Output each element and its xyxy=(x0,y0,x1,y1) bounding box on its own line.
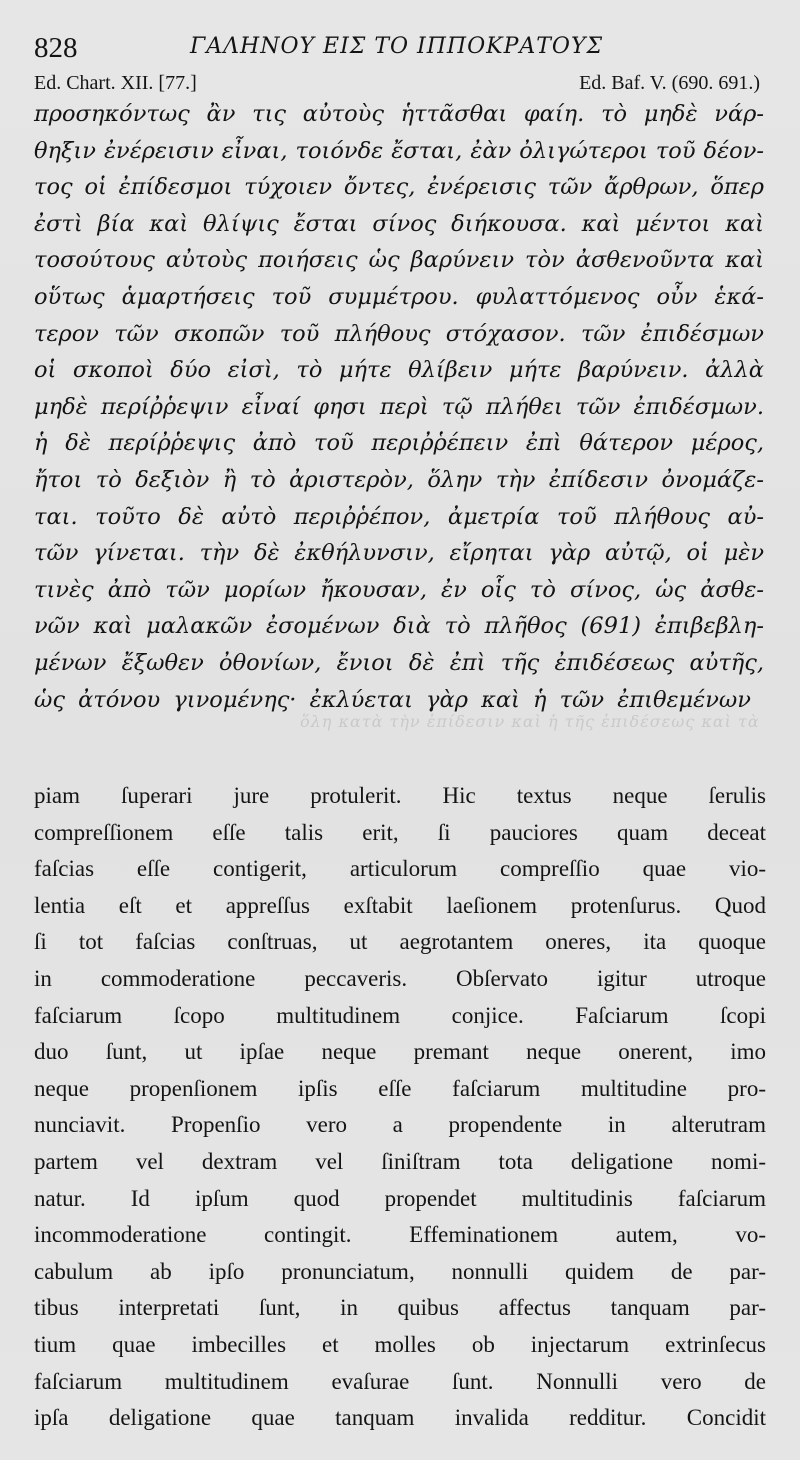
latin-text-line: faſciarum multitudinem evaſurae ſunt. Nonnulli vero de xyxy=(34,1368,766,1394)
greek-text-line: προσηκόντως ἂν τις αὐτοὺς ἡττᾶσθαι φαίη. τὸ μηδὲ νάρ- xyxy=(34,101,764,127)
latin-text-line: ipſa deligatione quae tanquam invalida redditur. Concidit xyxy=(34,1405,766,1431)
greek-text-line: ἡ δὲ περίῤῥεψις ἀπὸ τοῦ περιῤῥέπειν ἐπὶ θάτερον μέρος, xyxy=(34,430,764,457)
latin-text-line: duo ſunt, ut ipſae neque premant neque onerent, imo xyxy=(34,1039,766,1065)
greek-text-line: θηξιν ἐνέρεισιν εἶναι, τοιόνδε ἔσται, ἐὰν ὀλιγώτεροι τοῦ δέον- xyxy=(34,137,764,164)
greek-text-line: μηδὲ περίῤῥεψιν εἶναί φησι περὶ τῷ πλήθει τῶν ἐπιδέσμων. xyxy=(34,393,764,420)
greek-text-line: τῶν γίνεται. τὴν δὲ ἐκθήλυνσιν, εἴρηται γὰρ αὐτῷ, οἱ μὲν xyxy=(34,540,764,567)
greek-text-line: ἐστὶ βία καὶ θλίψις ἔσται σίνος διήκουσα. καὶ μέντοι καὶ xyxy=(34,210,764,237)
latin-text-line: partem vel dextram vel ſiniſtram tota deligatione nomi- xyxy=(34,1148,766,1174)
bleed-through-text: ὅλη κατὰ τὴν ἐπίδεσιν καὶ ἡ τῆς ἐπιδέσεως καὶ τὰ xyxy=(300,712,760,731)
latin-text-line: tium quae imbecilles et molles ob injectarum extrinſecus xyxy=(34,1331,766,1357)
latin-text-line: faſcias eſſe contigerit, articulorum compreſſio quae vio- xyxy=(34,856,766,882)
greek-text-line: μένων ἔξωθεν ὀθονίων, ἔνιοι δὲ ἐπὶ τῆς ἐπιδέσεως αὐτῆς, xyxy=(34,649,764,676)
greek-text-line: νῶν καὶ μαλακῶν ἐσομένων διὰ τὸ πλῆθος (691) ἐπιβεβλη- xyxy=(34,613,764,640)
greek-text-line: τος οἱ ἐπίδεσμοι τύχοιεν ὄντες, ἐνέρεισις τῶν ἄρθρων, ὅπερ xyxy=(34,174,764,201)
greek-text-line: ἤτοι τὸ δεξιὸν ἢ τὸ ἀριστερὸν, ὅλην τὴν ἐπίδεσιν ὀνομάζε- xyxy=(34,466,764,493)
edition-basel-reference: Ed. Baf. V. (690. 691.) xyxy=(579,72,760,94)
edition-chart-reference: Ed. Chart. XII. [77.] xyxy=(34,72,197,94)
greek-text-line: ται. τοῦτο δὲ αὐτὸ περιῤῥέπον, ἀμετρία τοῦ πλήθους αὐ- xyxy=(34,503,764,530)
greek-text-line: οἱ σκοποὶ δύο εἰσὶ, τὸ μήτε θλίβειν μήτε βαρύνειν. ἀλλὰ xyxy=(34,357,764,384)
latin-text-line: compreſſionem eſſe talis erit, ſi pauciores quam deceat xyxy=(34,819,766,845)
greek-text-line: τινὲς ἀπὸ τῶν μορίων ἤκουσαν, ἐν οἷς τὸ σίνος, ὡς ἀσθε- xyxy=(34,576,764,603)
greek-text-line: τερον τῶν σκοπῶν τοῦ πλήθους στόχασον. τῶν ἐπιδέσμων xyxy=(34,320,764,347)
latin-text-line: incommoderatione contingit. Effeminationem autem, vo- xyxy=(34,1222,766,1248)
latin-text-line: lentia eſt et appreſſus exſtabit laeſionem protenſurus. Quod xyxy=(34,892,766,918)
latin-text-line: ſi tot faſcias conſtruas, ut aegrotantem oneres, ita quoque xyxy=(34,929,766,955)
latin-text-line: tibus interpretati ſunt, in quibus affectus tanquam par- xyxy=(34,1295,766,1321)
running-title: ΓΑΛΗΝΟΥ ΕΙΣ ΤΟ ΙΠΠΟΚΡΑΤΟΥΣ xyxy=(190,34,604,59)
greek-text-line: τοσούτους αὐτοὺς ποιήσεις ὡς βαρύνειν τὸν ἀσθενοῦντα καὶ xyxy=(34,247,764,274)
latin-text-line: nunciavit. Propenſio vero a propendente in alterutram xyxy=(34,1112,766,1138)
greek-text-line: ὡς ἀτόνου γινομένης· ἐκλύεται γὰρ καὶ ἡ τῶν ἐπιθεμένων xyxy=(34,686,751,713)
latin-text-line: natur. Id ipſum quod propendet multitudinis faſciarum xyxy=(34,1185,766,1211)
latin-text-block xyxy=(34,778,766,1437)
page-number: 828 xyxy=(34,32,78,64)
latin-text-line: in commoderatione peccaveris. Obſervato igitur utroque xyxy=(34,965,766,991)
latin-text-line: neque propenſionem ipſis eſſe faſciarum multitudine pro- xyxy=(34,1075,766,1101)
latin-text-line: cabulum ab ipſo pronunciatum, nonnulli quidem de par- xyxy=(34,1258,766,1284)
latin-text-line: faſciarum ſcopo multitudinem conjice. Faſciarum ſcopi xyxy=(34,1002,766,1028)
greek-text-line: οὕτως ἁμαρτήσεις τοῦ συμμέτρου. φυλαττόμενος οὖν ἑκά- xyxy=(34,283,764,310)
page-header xyxy=(34,30,768,66)
latin-text-line: piam ſuperari jure protulerit. Hic textus neque ſerulis xyxy=(34,783,766,808)
greek-text-block xyxy=(34,96,764,718)
